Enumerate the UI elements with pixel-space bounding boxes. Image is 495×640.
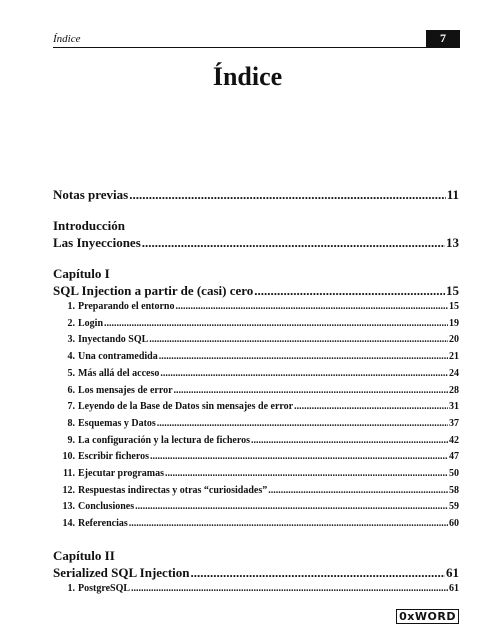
toc-section-entry[interactable] bbox=[53, 299, 459, 316]
toc-section-label: Los mensajes de error bbox=[78, 384, 173, 396]
toc-section-label: Referencias bbox=[78, 518, 128, 530]
toc-section-label: Escribir ficheros bbox=[78, 451, 150, 463]
toc-section-entry[interactable] bbox=[53, 466, 459, 483]
toc-entry-label: SQL Injection a partir de (casi) cero bbox=[53, 283, 254, 298]
toc-section-page: 59 bbox=[449, 501, 459, 513]
toc-section-entry[interactable] bbox=[53, 399, 459, 416]
toc-section-number: 1. bbox=[67, 582, 75, 594]
toc-section-label: Preparando el entorno bbox=[78, 301, 175, 312]
toc-section-entry[interactable] bbox=[53, 433, 459, 450]
toc-section-page: 19 bbox=[449, 317, 459, 329]
dot-leader bbox=[135, 499, 448, 516]
toc-section-page: 42 bbox=[449, 434, 459, 446]
toc-section-label: Esquemas y Datos bbox=[78, 417, 156, 429]
dot-leader bbox=[104, 316, 448, 333]
toc-section-number: 11. bbox=[63, 468, 75, 480]
dot-leader bbox=[251, 433, 448, 450]
toc-section-number: 8. bbox=[67, 417, 75, 429]
toc-entry-page: 13 bbox=[446, 235, 459, 250]
toc-section-entry[interactable] bbox=[53, 483, 459, 500]
page-number-badge: 7 bbox=[426, 30, 460, 47]
page-header bbox=[53, 30, 460, 48]
toc-section-label-group bbox=[53, 316, 103, 333]
toc-section-page: 47 bbox=[449, 451, 459, 463]
publisher-logo: 0xWORD bbox=[396, 609, 459, 624]
dot-leader bbox=[294, 399, 448, 416]
toc-section-label: Leyendo de la Base de Datos sin mensajes de error bbox=[78, 401, 294, 413]
toc-section-number: 5. bbox=[67, 367, 75, 379]
toc-section-label: Respuestas indirectas y otras “curiosidades” bbox=[78, 484, 268, 496]
toc-section-number: 6. bbox=[67, 384, 75, 396]
toc-section-entry[interactable] bbox=[53, 316, 459, 333]
chapter-1-sections bbox=[53, 299, 459, 533]
dot-leader bbox=[149, 332, 448, 349]
toc-section-page: 21 bbox=[449, 351, 459, 363]
toc-section-number: 13. bbox=[62, 501, 75, 513]
toc-section-page: 31 bbox=[449, 401, 459, 413]
toc-section-number: 3. bbox=[67, 334, 75, 346]
toc-section-label-group bbox=[53, 581, 130, 598]
toc-section-entry[interactable] bbox=[53, 516, 459, 533]
toc-section-number: 9. bbox=[67, 434, 75, 446]
dot-leader bbox=[174, 383, 448, 400]
toc-section-label-group bbox=[53, 299, 174, 316]
dot-leader bbox=[157, 416, 448, 433]
toc-section-page: 61 bbox=[449, 582, 459, 594]
toc-section-number: 7. bbox=[67, 401, 75, 413]
toc-section-label: Más allá del acceso bbox=[78, 367, 160, 379]
chapter-heading-capitulo-2: Capítulo II bbox=[53, 547, 115, 563]
toc-entry-chapter-1-title[interactable] bbox=[53, 282, 459, 299]
header-title: Índice bbox=[53, 33, 81, 45]
toc-entry-label: Las Inyecciones bbox=[53, 235, 141, 250]
toc-section-page: 58 bbox=[449, 484, 459, 496]
toc-section-label-group bbox=[53, 516, 128, 533]
toc-section-entry[interactable] bbox=[53, 416, 459, 433]
toc-section-label: Inyectando SQL bbox=[78, 334, 149, 346]
toc-section-label-group bbox=[53, 483, 267, 500]
toc-section-label-group bbox=[53, 466, 164, 483]
toc-section-page: 37 bbox=[449, 417, 459, 429]
toc-section-entry[interactable] bbox=[53, 499, 459, 516]
chapter-heading-capitulo-1: Capítulo I bbox=[53, 266, 110, 281]
page-title: Índice bbox=[212, 62, 283, 91]
dot-leader bbox=[142, 234, 445, 251]
dot-leader bbox=[129, 186, 445, 203]
toc-section-page: 50 bbox=[449, 468, 459, 480]
toc-section-label: Una contramedida bbox=[78, 351, 158, 363]
header-rule bbox=[53, 47, 460, 48]
dot-leader bbox=[131, 581, 448, 598]
toc-section-entry[interactable] bbox=[53, 366, 459, 383]
toc-section-label-group bbox=[53, 383, 173, 400]
dot-leader bbox=[129, 516, 448, 533]
toc-section-entry[interactable] bbox=[53, 449, 459, 466]
table-of-contents bbox=[53, 186, 459, 598]
toc-entry-las-inyecciones[interactable] bbox=[53, 234, 459, 251]
dot-leader bbox=[160, 366, 448, 383]
toc-section-entry[interactable] bbox=[53, 581, 459, 598]
chapter-2-sections bbox=[53, 581, 459, 598]
dot-leader bbox=[159, 349, 448, 366]
toc-entry-chapter-2-title[interactable] bbox=[53, 564, 459, 581]
toc-section-number: 2. bbox=[67, 317, 75, 329]
toc-section-label-group bbox=[53, 499, 134, 516]
toc-section-number: 4. bbox=[67, 351, 75, 363]
toc-section-number: 10. bbox=[62, 451, 75, 463]
toc-section-page: 28 bbox=[449, 384, 459, 396]
toc-section-page: 24 bbox=[449, 367, 459, 379]
toc-section-entry[interactable] bbox=[53, 349, 459, 366]
toc-section-label: Conclusiones bbox=[78, 501, 135, 513]
dot-leader bbox=[175, 299, 448, 316]
toc-entry-page: 11 bbox=[446, 187, 459, 202]
toc-entry-label: Serialized SQL Injection bbox=[53, 564, 190, 580]
toc-entry-page: 61 bbox=[446, 564, 459, 580]
toc-section-number: 12. bbox=[62, 484, 75, 496]
toc-section-number: 1. bbox=[67, 301, 75, 312]
toc-section-label: Ejecutar programas bbox=[78, 468, 165, 480]
toc-section-entry[interactable] bbox=[53, 383, 459, 400]
toc-entry-label: Notas previas bbox=[53, 187, 129, 202]
toc-entry-page: 15 bbox=[446, 283, 459, 298]
toc-section-label-group bbox=[53, 366, 159, 383]
toc-entry-notas-previas[interactable] bbox=[53, 186, 459, 203]
dot-leader bbox=[165, 466, 448, 483]
toc-section-label-group bbox=[53, 332, 148, 349]
toc-section-label: Login bbox=[78, 317, 104, 329]
dot-leader bbox=[191, 564, 446, 581]
dot-leader bbox=[268, 483, 448, 500]
toc-section-page: 15 bbox=[449, 301, 459, 312]
toc-section-label-group bbox=[53, 349, 158, 366]
toc-section-page: 20 bbox=[449, 334, 459, 346]
toc-section-label-group bbox=[53, 399, 293, 416]
toc-section-label: PostgreSQL bbox=[78, 582, 131, 594]
toc-section-entry[interactable] bbox=[53, 332, 459, 349]
toc-section-page: 60 bbox=[449, 518, 459, 530]
toc-section-number: 14. bbox=[62, 518, 75, 530]
dot-leader bbox=[150, 449, 448, 466]
toc-section-label-group bbox=[53, 416, 156, 433]
toc-section-label-group bbox=[53, 449, 149, 466]
toc-section-label: La configuración y la lectura de ficheros bbox=[78, 434, 251, 446]
toc-section-label-group bbox=[53, 433, 250, 450]
dot-leader bbox=[254, 282, 445, 299]
chapter-heading-introduccion: Introducción bbox=[53, 218, 125, 233]
